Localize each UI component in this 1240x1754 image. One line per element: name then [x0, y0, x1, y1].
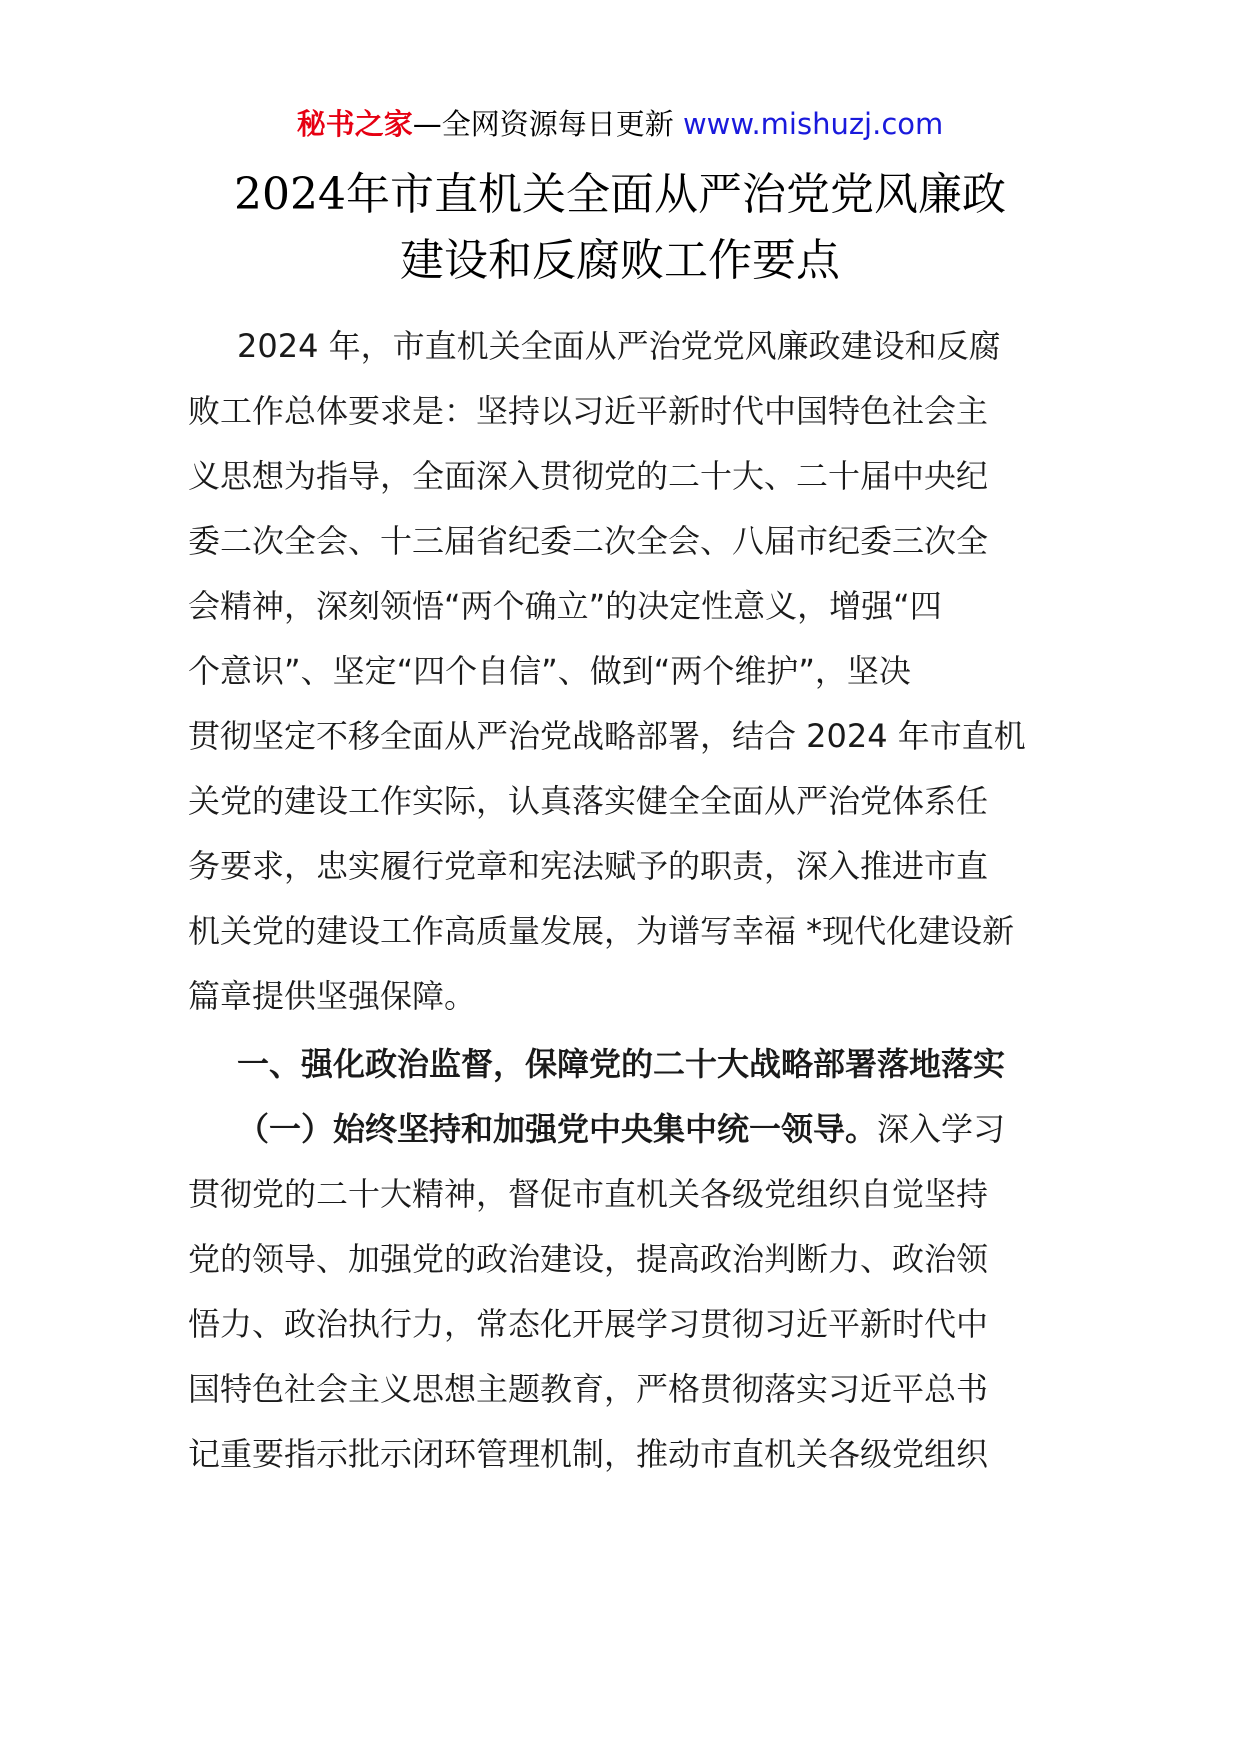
paragraph-line: 记重要指示批示闭环管理机制，推动市直机关各级党组织: [188, 1435, 989, 1473]
paragraph-line: [188, 1097, 1058, 1162]
paragraph-line: 义思想为指导，全面深入贯彻党的二十大、二十届中央纪: [188, 457, 989, 495]
header-tagline: —全网资源每日更新: [412, 107, 674, 141]
paragraph-line: 国特色社会主义思想主题教育，严格贯彻落实习近平总书: [188, 1370, 989, 1408]
paragraph-line: 机关党的建设工作高质量发展，为谱写幸福 *现代化建设新: [188, 912, 1015, 950]
item-paragraph: [188, 1097, 1058, 1487]
paragraph-line: 篇章提供坚强保障。: [188, 977, 477, 1015]
document-body: [188, 314, 1058, 1487]
document-title: [100, 162, 1140, 294]
item-first-line-text: 深入学习: [877, 1110, 1006, 1148]
site-header: [0, 104, 1240, 144]
site-url-link[interactable]: www.mishuzj.com: [682, 107, 944, 141]
title-line-2: 建设和反腐败工作要点: [400, 235, 840, 286]
paragraph-line: 会精神，深刻领悟“两个确立”的决定性意义，增强“四: [188, 587, 942, 625]
paragraph-line: 党的领导、加强党的政治建设，提高政治判断力、政治领: [188, 1240, 989, 1278]
paragraph-line: 贯彻党的二十大精神，督促市直机关各级党组织自觉坚持: [188, 1175, 989, 1213]
paragraph-line: 个意识”、坚定“四个自信”、做到“两个维护”，坚决: [188, 652, 911, 690]
paragraph-line: 委二次全会、十三届省纪委二次全会、八届市纪委三次全: [188, 522, 989, 560]
brand-name: 秘书之家: [296, 107, 413, 141]
item-title: （一）始终坚持和加强党中央集中统一领导。: [237, 1110, 878, 1148]
paragraph-line: 2024 年，市直机关全面从严治党党风廉政建设和反腐: [237, 327, 1001, 365]
intro-paragraph: [188, 314, 1058, 1029]
title-line-1: [100, 162, 1140, 228]
paragraph-line: 悟力、政治执行力，常态化开展学习贯彻习近平新时代中: [188, 1305, 989, 1343]
title-year: 2024: [234, 169, 346, 220]
paragraph-line: 关党的建设工作实际，认真落实健全全面从严治党体系任: [188, 782, 989, 820]
title-line-1-text: 年市直机关全面从严治党党风廉政: [345, 169, 1006, 220]
paragraph-line: 败工作总体要求是：坚持以习近平新时代中国特色社会主: [188, 392, 989, 430]
section-heading: 一、强化政治监督，保障党的二十大战略部署落地落实: [237, 1045, 1006, 1083]
paragraph-line: 务要求，忠实履行党章和宪法赋予的职责，深入推进市直: [188, 847, 989, 885]
paragraph-line: 贯彻坚定不移全面从严治党战略部署，结合 2024 年市直机: [188, 717, 1026, 755]
